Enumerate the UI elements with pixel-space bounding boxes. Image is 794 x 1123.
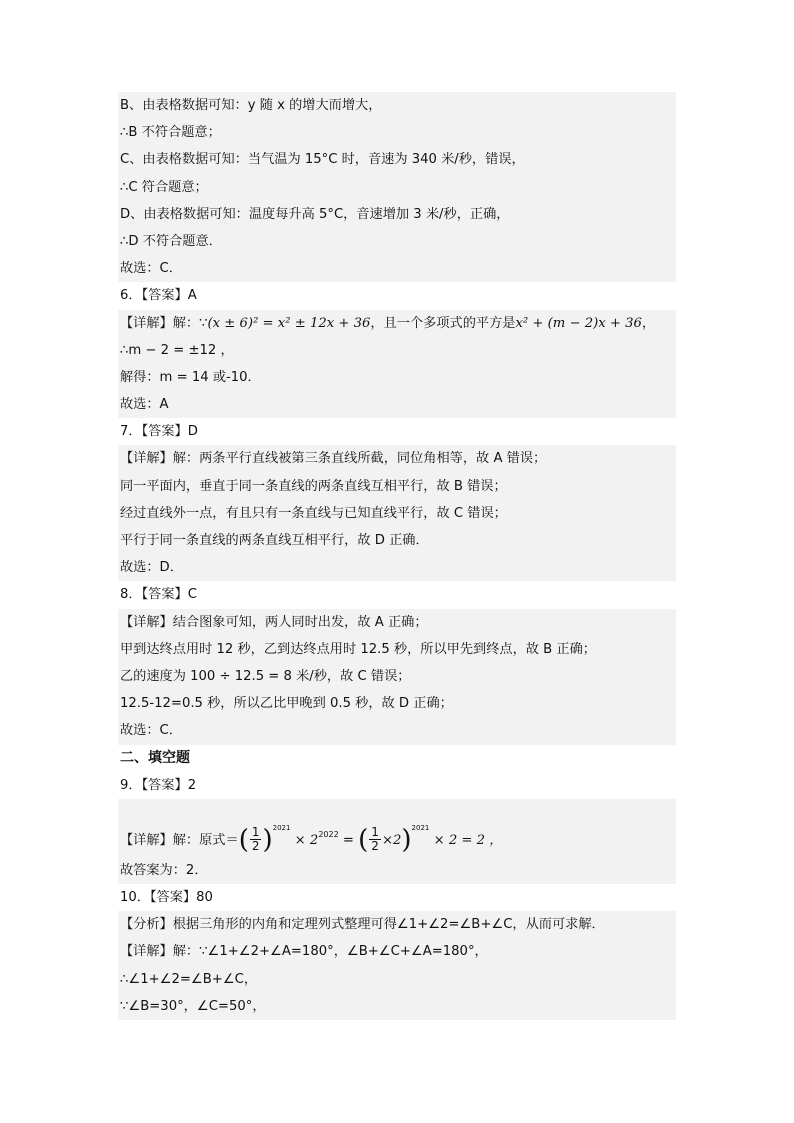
text-segment: ，且一个多项式的平方是 (370, 315, 516, 331)
text-line: 故选：C． (120, 261, 182, 277)
text-line: 甲到达终点用时 12 秒，乙到达终点用时 12.5 秒，所以甲先到终点，故 B 正确； (120, 641, 596, 657)
q9-answer: 9．【答案】2 (120, 777, 197, 793)
text-line: 【详解】解：两条平行直线被第三条直线所截，同位角相等，故 A 错误； (120, 451, 547, 467)
text-line: ∴C 符合题意； (120, 179, 208, 195)
q10-detail-block (118, 911, 676, 1020)
equals-sign: = (342, 832, 354, 848)
text-line: 故答案为：2． (120, 862, 208, 878)
q6-answer: 6．【答案】A (120, 288, 197, 304)
text-line: 【详解】解：∵∠1+∠2+∠A=180°，∠B+∠C+∠A=180°， (120, 944, 488, 960)
fraction: $\frac{1}{2}$ (371, 825, 379, 853)
text-line: ∴B 不符合题意； (120, 125, 221, 141)
text-line: 乙的速度为 100 ÷ 12.5 = 8 米/秒，故 C 错误； (120, 668, 411, 684)
fraction: $\frac{1}{2}$ (251, 825, 260, 853)
text-line: 【详解】结合图象可知，两人同时出发，故 A 正确； (120, 614, 428, 630)
exponent: 2021 (411, 823, 430, 832)
q7-detail-block (118, 445, 676, 581)
answer-content (118, 92, 676, 1020)
exponent: 2022 (318, 829, 339, 839)
text-line: ∴∠1+∠2=∠B+∠C， (120, 971, 258, 987)
q6-detail-block (118, 310, 676, 419)
math-expression: × 2 = 2 ， (433, 832, 503, 848)
text-line: 12.5-12=0.5 秒，所以乙比甲晚到 0.5 秒，故 D 正确； (120, 696, 453, 712)
q8-detail-block (118, 609, 676, 745)
text-line: 故选：D． (120, 560, 183, 576)
math-expression: x² + (m − 2)x + 36 (515, 315, 642, 331)
text-line: 同一平面内，垂直于同一条直线的两条直线互相平行，故 B 错误； (120, 478, 507, 494)
text-line: 故选：A (120, 397, 169, 413)
section-heading: 二、填空题 (120, 749, 190, 766)
text-line (118, 310, 676, 337)
math-expression: (x ± 6)² = x² ± 12x + 36 (207, 315, 371, 331)
text-line: B、由表格数据可知：y 随 x 的增大而增大， (120, 98, 382, 113)
text-line: ∴m − 2 = ±12 ， (120, 342, 234, 358)
math-expression: × 2 (294, 832, 319, 848)
text-line: 经过直线外一点，有且只有一条直线与已知直线平行，故 C 错误； (120, 505, 507, 521)
text-line: C、由表格数据可知：当气温为 15°C 时，音速为 340 米/秒，错误， (120, 152, 525, 168)
text-segment: 【详解】解：∵ (120, 315, 208, 331)
text-line: 平行于同一条直线的两条直线互相平行，故 D 正确． (120, 533, 429, 548)
text-line: 故选：C． (120, 723, 182, 739)
text-line: 【分析】根据三角形的内角和定理列式整理可得∠1+∠2=∠B+∠C，从而可求解． (120, 917, 605, 933)
q5-detail-block (118, 92, 676, 282)
text-segment: ， (641, 315, 656, 331)
text-line: D、由表格数据可知：温度每升高 5°C，音速增加 3 米/秒，正确， (120, 206, 510, 222)
exponent: 2021 (272, 823, 291, 832)
q9-detail-block (118, 799, 676, 884)
text-line: ∵∠B=30°，∠C=50°， (120, 998, 266, 1014)
q7-answer: 7．【答案】D (120, 424, 198, 440)
q8-answer: 8．【答案】C (120, 587, 197, 603)
text-segment: 【详解】解：原式＝ (120, 832, 239, 848)
text-line: ∴D 不符合题意． (120, 233, 222, 249)
q10-answer: 10．【答案】80 (120, 890, 213, 906)
math-line: 【详解】解：原式＝( $\frac{1}{2}$ )$^{2021} \times 2^{2022}$ = ( $\frac{1}{2}$ ×2)$^{2021}$ × 2 = 2 ， (120, 823, 503, 853)
text-line: 解得：m = 14 或-10． (120, 369, 261, 385)
